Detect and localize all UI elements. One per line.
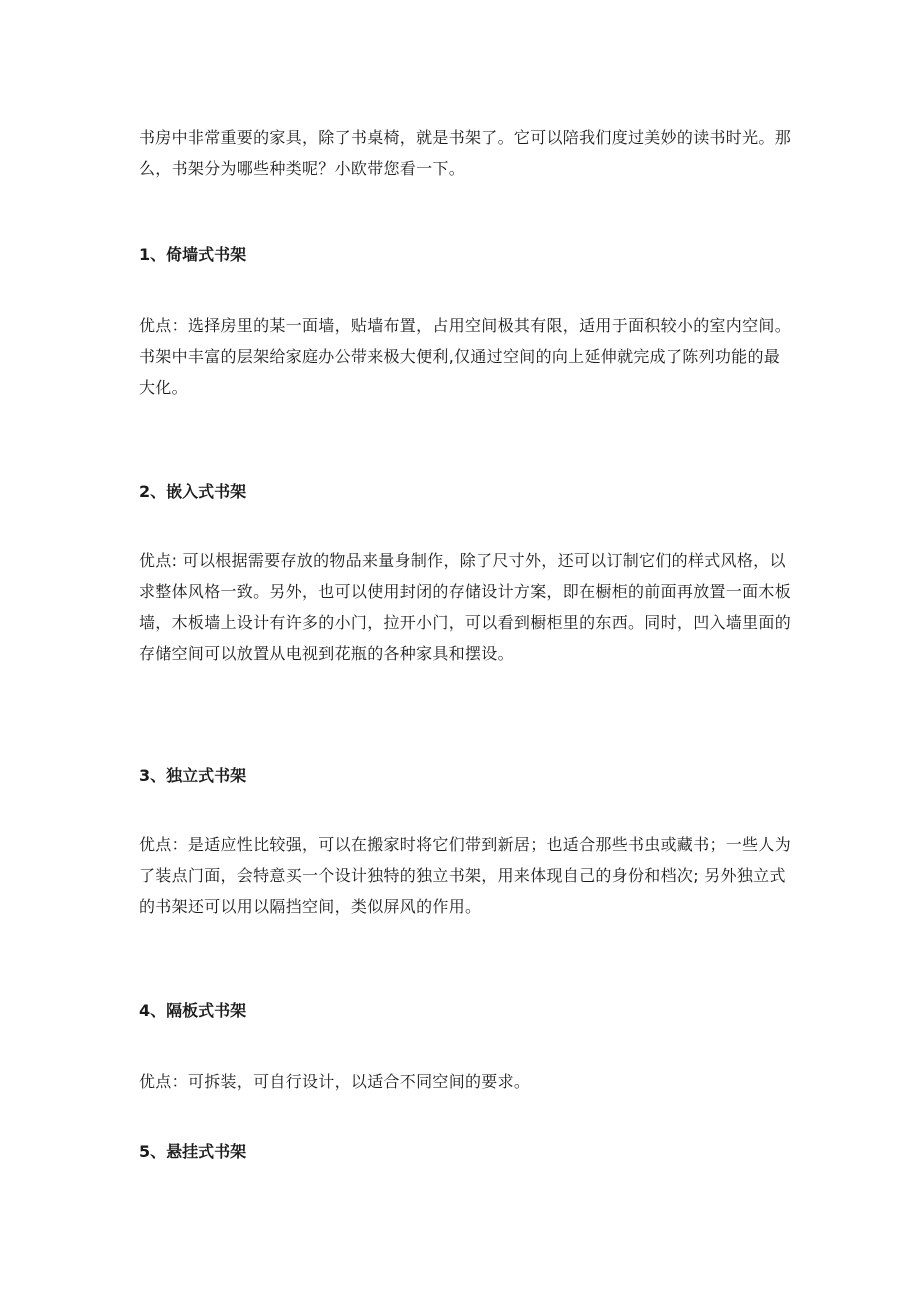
body-line: 优点: 可以根据需要存放的物品来量身制作，除了尺寸外，还可以订制它们的样式风格，以 <box>139 551 786 570</box>
section-heading-4: 4、隔板式书架 <box>139 1001 247 1020</box>
intro-line: 书房中非常重要的家具，除了书桌椅，就是书架了。它可以陪我们度过美妙的读书时光。那 <box>139 128 792 147</box>
body-line: 优点：是适应性比较强，可以在搬家时将它们带到新居；也适合那些书虫或藏书；一些人为 <box>139 835 792 854</box>
body-line: 了装点门面，会特意买一个设计独特的独立书架，用来体现自己的身份和档次; 另外独立式 <box>139 866 786 885</box>
body-line: 优点：选择房里的某一面墙，贴墙布置，占用空间极其有限，适用于面积较小的室内空间。 <box>139 316 792 335</box>
body-line: 大化。 <box>139 378 188 397</box>
section-heading-3: 3、独立式书架 <box>139 766 247 785</box>
body-line: 书架中丰富的层架给家庭办公带来极大便利,仅通过空间的向上延伸就完成了陈列功能的最 <box>139 347 781 366</box>
section-heading-1: 1、倚墙式书架 <box>139 245 247 264</box>
body-line: 墙，木板墙上设计有许多的小门，拉开小门，可以看到橱柜里的东西。同时，凹入墙里面的 <box>139 613 792 632</box>
section-body-4 <box>139 1066 799 1097</box>
body-line: 的书架还可以用以隔挡空间，类似屏风的作用。 <box>139 897 482 916</box>
section-heading-2: 2、嵌入式书架 <box>139 482 247 501</box>
intro-line: 么，书架分为哪些种类呢？小欧带您看一下。 <box>139 159 466 178</box>
section-body-3 <box>139 829 799 922</box>
intro-paragraph <box>139 122 799 184</box>
body-line: 优点：可拆装，可自行设计，以适合不同空间的要求。 <box>139 1072 531 1091</box>
section-heading-5: 5、悬挂式书架 <box>139 1142 247 1161</box>
body-line: 求整体风格一致。另外，也可以使用封闭的存储设计方案，即在橱柜的前面再放置一面木板 <box>139 582 792 601</box>
section-body-1 <box>139 310 799 403</box>
section-body-2 <box>139 545 799 669</box>
body-line: 存储空间可以放置从电视到花瓶的各种家具和摆设。 <box>139 644 514 663</box>
